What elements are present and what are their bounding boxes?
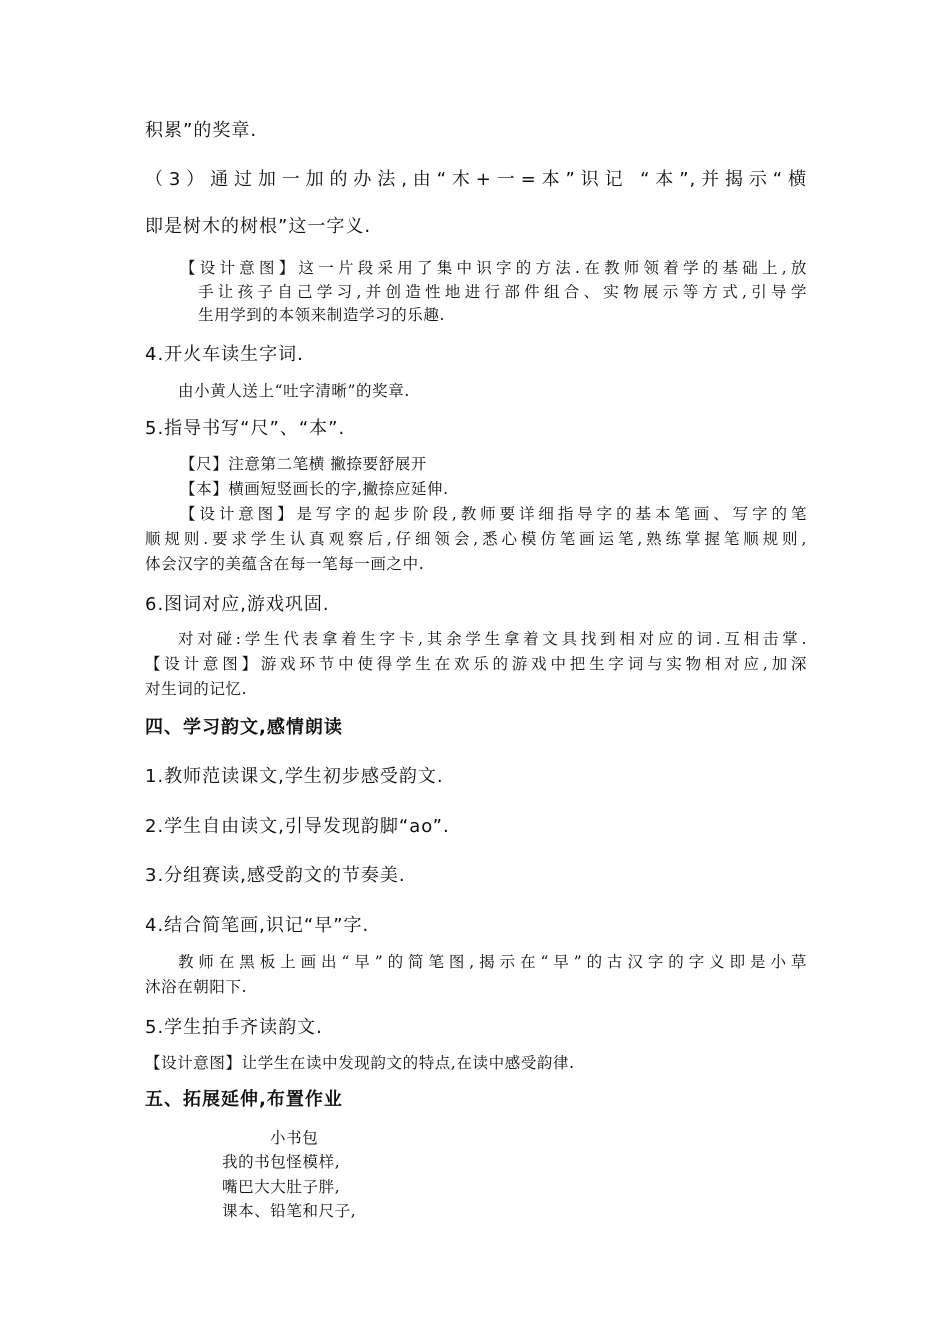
text-line: （3）通过加一加的办法,由“木+一=本”识记 “本”,并揭示“横 xyxy=(145,169,807,190)
section-item: 5.学生拍手齐读韵文. xyxy=(145,1017,323,1038)
section-heading: 五、拓展延伸,布置作业 xyxy=(145,1089,343,1110)
section-item: 1.教师范读课文,学生初步感受韵文. xyxy=(145,766,444,787)
poem-line: 嘴巴大大肚子胖, xyxy=(222,1178,341,1196)
text-line: 对对碰:学生代表拿着生字卡,其余学生拿着文具找到相对应的词.互相击掌. xyxy=(178,630,807,648)
text-line: 手让孩子自己学习,并创造性地进行部件组合、实物展示等方式,引导学 xyxy=(198,283,807,301)
text-line: 体会汉字的美蕴含在每一笔每一画之中. xyxy=(145,555,425,573)
section-item: 3.分组赛读,感受韵文的节奏美. xyxy=(145,865,406,886)
design-intent-note: 【设计意图】让学生在读中发现韵文的特点,在读中感受韵律. xyxy=(145,1054,575,1072)
text-line: 顺规则.要求学生认真观察后,仔细领会,悉心模仿笔画运笔,熟练掌握笔顺规则, xyxy=(145,530,807,548)
poem-title: 小书包 xyxy=(270,1129,319,1147)
section-heading: 四、学习韵文,感情朗读 xyxy=(145,717,343,738)
section-item: 6.图词对应,游戏巩固. xyxy=(145,594,330,615)
section-item: 5.指导书写“尺”、“本”. xyxy=(145,418,346,439)
section-item: 4.开火车读生字词. xyxy=(145,344,304,365)
text-line: 由小黄人送上“吐字清晰”的奖章. xyxy=(178,382,410,400)
text-line: 积累”的奖章. xyxy=(145,120,258,141)
text-line: 【本】横画短竖画长的字,撇捺应延伸. xyxy=(180,480,449,498)
text-line: 【尺】注意第二笔横 撇捺要舒展开 xyxy=(180,455,428,473)
text-line: 沐浴在朝阳下. xyxy=(145,978,248,996)
design-intent-note: 【设计意图】是写字的起步阶段,教师要详细指导字的基本笔画、写字的笔 xyxy=(180,505,807,523)
poem-line: 我的书包怪模样, xyxy=(222,1153,341,1171)
section-item: 4.结合简笔画,识记“早”字. xyxy=(145,915,370,936)
text-line: 生用学到的本领来制造学习的乐趣. xyxy=(198,306,446,324)
design-intent-note: 【设计意图】游戏环节中使得学生在欢乐的游戏中把生字词与实物相对应,加深 xyxy=(145,655,807,673)
text-line: 教师在黑板上画出“早”的简笔图,揭示在“早”的古汉字的字义即是小草 xyxy=(178,953,807,971)
text-line: 对生词的记忆. xyxy=(145,680,248,698)
section-item: 2.学生自由读文,引导发现韵脚“ao”. xyxy=(145,816,450,837)
text-line: 即是树木的树根”这一字义. xyxy=(145,216,372,237)
design-intent-note: 【设计意图】这一片段采用了集中识字的方法.在教师领着学的基础上,放 xyxy=(180,259,807,277)
poem-line: 课本、铅笔和尺子, xyxy=(222,1202,357,1220)
